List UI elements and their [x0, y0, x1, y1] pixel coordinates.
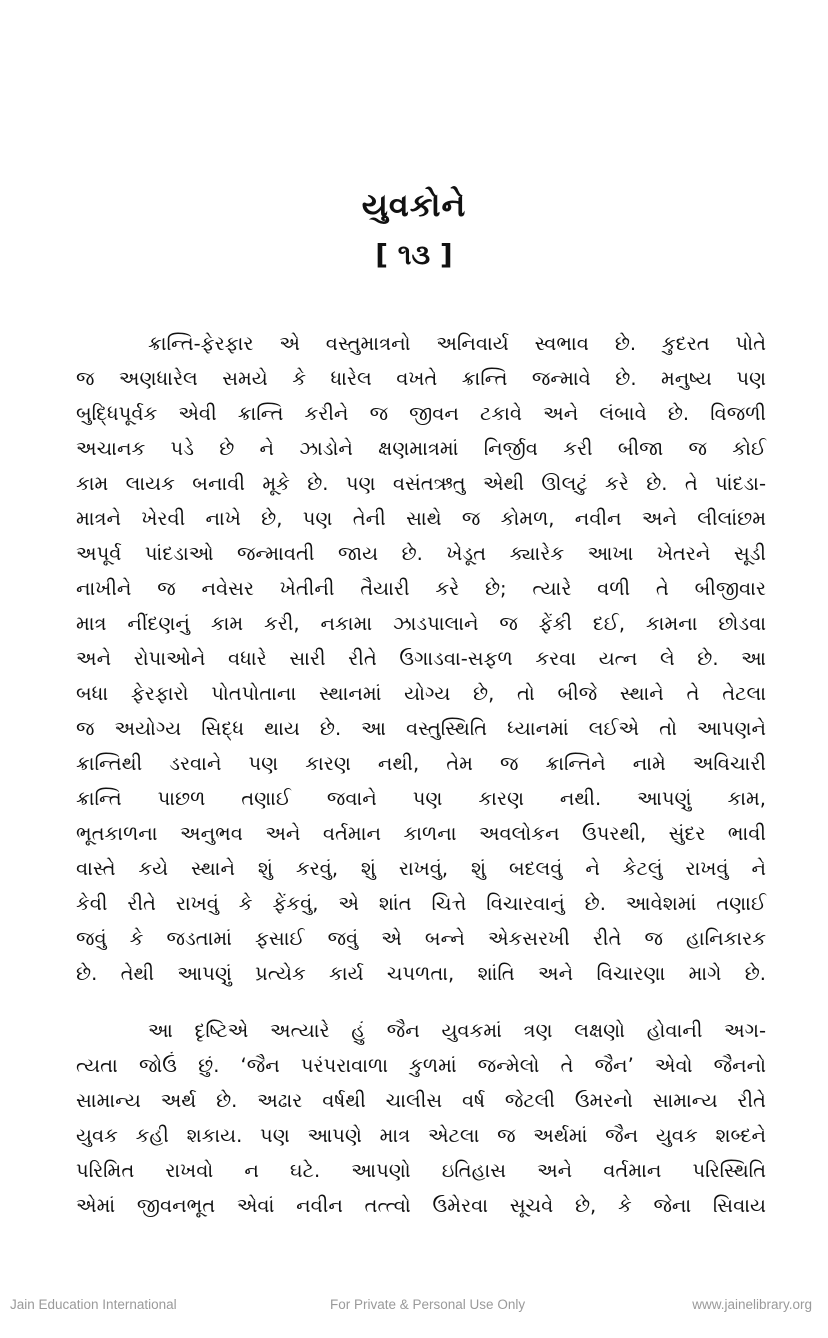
text-line: બધા ફેરફારો પોતપોતાના સ્થાનમાં યોગ્ય છે, તો બીજે સ્થાને તે તેટલા — [76, 682, 766, 705]
page-title: યુવકોને — [361, 186, 467, 224]
text-line: આ દૃષ્ટિએ અત્યારે હું જૈન યુવકમાં ત્રણ લક્ષણો હોવાની અગ- — [148, 1019, 766, 1042]
paragraph-1 — [76, 326, 766, 991]
paragraph-gap — [76, 991, 766, 1013]
footer-website-link[interactable]: www.jainelibrary.org — [692, 1297, 812, 1312]
text-line: બુદ્ધિપૂર્વક એવી ક્રાન્તિ કરીને જ જીવન ટકાવે અને લંબાવે છે. વિજળી — [76, 402, 766, 425]
text-line: ક્રાન્તિ-ફેરફાર એ વસ્તુમાત્રનો અનિવાર્ય સ્વભાવ છે. કુદરત પોતે — [148, 332, 766, 355]
text-line: પરિમિત રાખવો ન ઘટે. આપણો ઇતિહાસ અને વર્તમાન પરિસ્થિતિ — [76, 1159, 766, 1182]
text-line: માત્રને ખેરવી નાખે છે, પણ તેની સાથે જ કોમળ, નવીન અને લીલાંછમ — [76, 507, 766, 530]
paragraph-2 — [76, 1013, 766, 1223]
chapter-number: [ ૧૩ ] — [375, 238, 453, 271]
footer-usage-notice: For Private & Personal Use Only — [330, 1297, 526, 1312]
text-line: સામાન્ય અર્થ છે. અઢાર વર્ષથી ચાલીસ વર્ષ જેટલી ઉમરનો સામાન્ય રીતે — [76, 1089, 766, 1112]
text-line: જવું કે જડતામાં ફસાઈ જવું એ બન્ને એકસરખી રીતે જ હાનિકારક — [76, 927, 766, 950]
text-line: અને રોપાઓને વધારે સારી રીતે ઉગાડવા-સફળ કરવા યત્ન લે છે. આ — [76, 647, 766, 670]
text-line: યુવક કહી શકાય. પણ આપણે માત્ર એટલા જ અર્થમાં જૈન યુવક શબ્દને — [76, 1124, 766, 1147]
text-line: નાખીને જ નવેસર ખેતીની તૈયારી કરે છે; ત્યારે વળી તે બીજીવાર — [76, 577, 766, 600]
text-line: અચાનક પડે છે ને ઝાડોને ક્ષણમાત્રમાં નિર્જીવ કરી બીજા જ કોઈ — [76, 437, 766, 460]
text-line: કેવી રીતે રાખવું કે ફેંકવું, એ શાંત ચિત્તે વિચારવાનું છે. આવેશમાં તણાઈ — [76, 892, 766, 915]
text-line: વાસ્તે કયે સ્થાને શું કરવું, શું રાખવું, શું બદલવું ને કેટલું રાખવું ને — [76, 857, 766, 880]
text-line: કામ લાયક બનાવી મૂકે છે. પણ વસંતઋતુ એથી ઊલટું કરે છે. તે પાંદડા- — [76, 472, 766, 495]
body-text — [76, 326, 766, 1223]
footer — [0, 1297, 828, 1317]
text-line: ક્રાન્તિથી ડરવાને પણ કારણ નથી, તેમ જ ક્રાન્તિને નામે અવિચારી — [76, 752, 766, 775]
text-line: છે. તેથી આપણું પ્રત્યેક કાર્ય ચપળતા, શાંતિ અને વિચારણા માગે છે. — [76, 962, 766, 985]
footer-publisher: Jain Education International — [10, 1297, 177, 1312]
text-line: એમાં જીવનભૂત એવાં નવીન તત્ત્વો ઉમેરવા સૂચવે છે, કે જેના સિવાય — [76, 1194, 766, 1217]
text-line: ક્રાન્તિ પાછળ તણાઈ જવાને પણ કારણ નથી. આપણું કામ, — [76, 787, 766, 810]
text-line: માત્ર નીંદણનું કામ કરી, નકામા ઝાડપાલાને જ ફેંકી દઈ, કામના છોડવા — [76, 612, 766, 635]
text-line: અપૂર્વ પાંદડાઓ જન્માવતી જાય છે. ખેડૂત ક્યારેક આખા ખેતરને સૂડી — [76, 542, 766, 565]
text-line: ત્યતા જોઉં છું. ‘જૈન પરંપરાવાળા કુળમાં જન્મેલો તે જૈન’ એવો જૈનનો — [76, 1054, 766, 1077]
text-line: જ અણધારેલ સમયે કે ધારેલ વખતે ક્રાન્તિ જન્માવે છે. મનુષ્ય પણ — [76, 367, 766, 390]
text-line: ભૂતકાળના અનુભવ અને વર્તમાન કાળના અવલોકન ઉપરથી, સુંદર ભાવી — [76, 822, 766, 845]
text-line: જ અયોગ્ય સિદ્ધ થાય છે. આ વસ્તુસ્થિતિ ધ્યાનમાં લઈએ તો આપણને — [76, 717, 766, 740]
